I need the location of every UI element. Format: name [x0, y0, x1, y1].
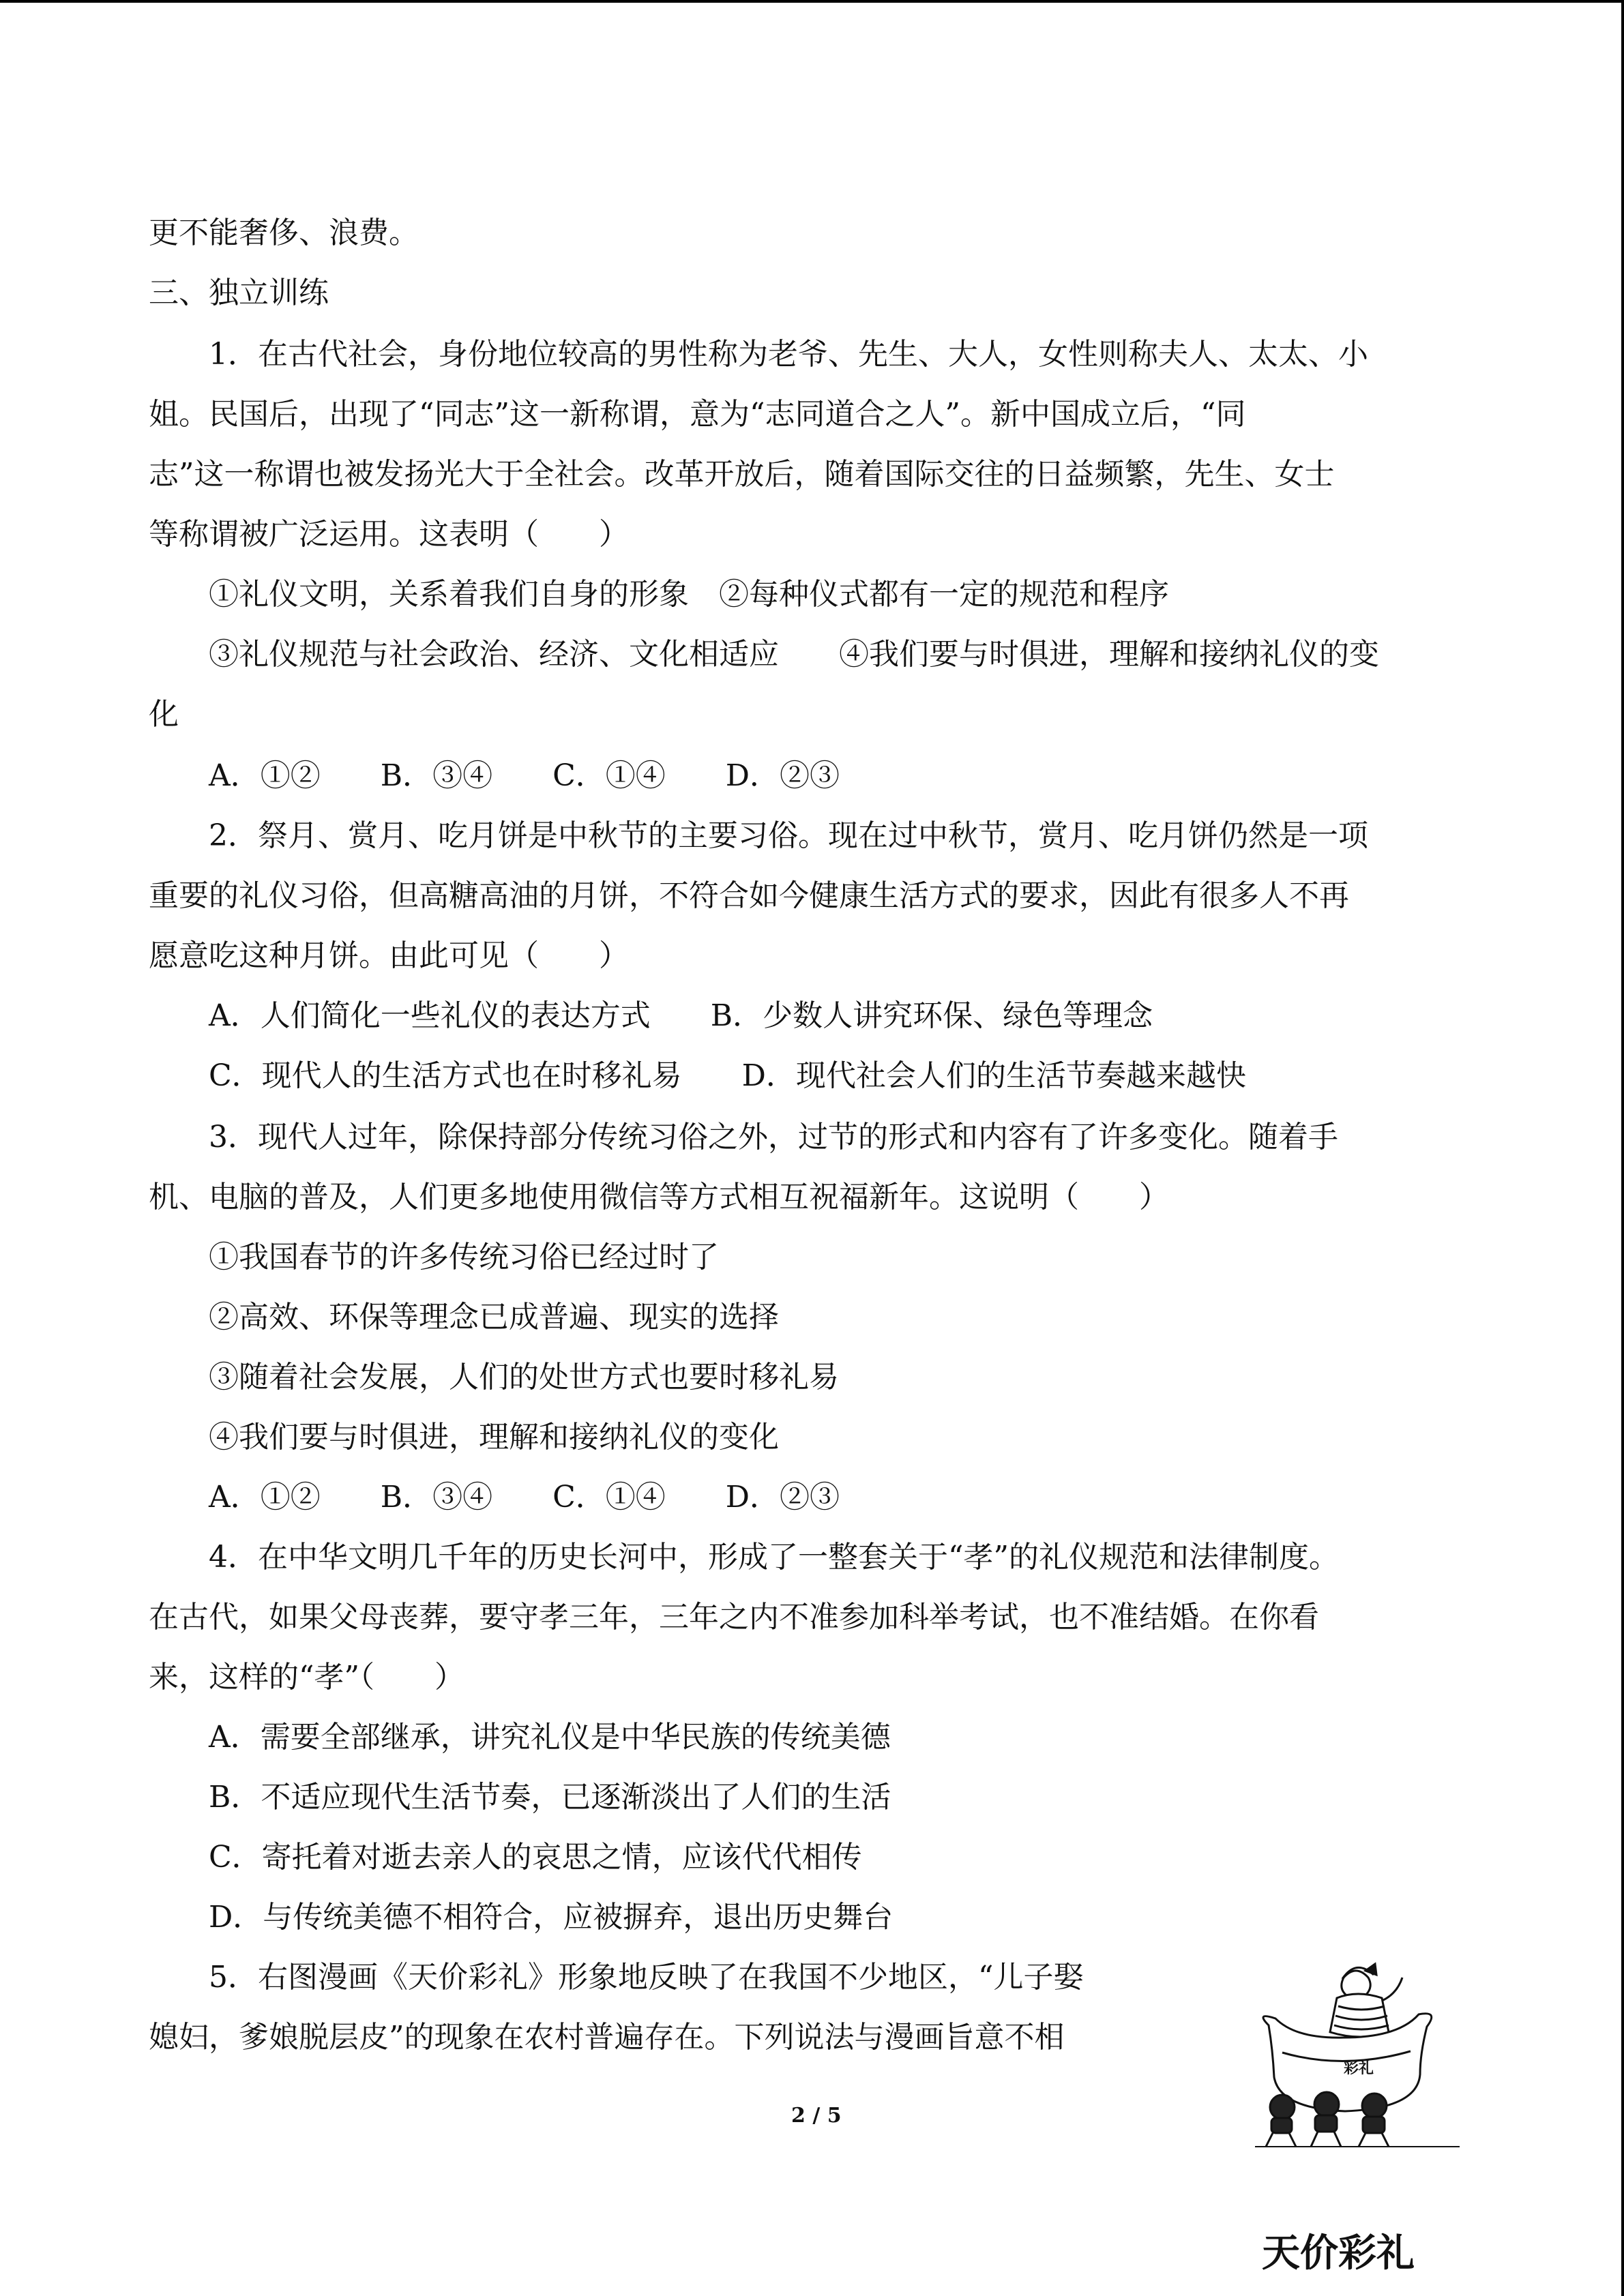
- question-4-option: C．寄托着对逝去亲人的哀思之情，应该代代相传: [209, 1840, 862, 1875]
- question-4-line: 4．在中华文明几千年的历史长河中，形成了一整套关于“孝”的礼仪规范和法律制度。: [209, 1540, 1339, 1575]
- question-1-line: 1．在古代社会，身份地位较高的男性称为老爷、先生、大人，女性则称夫人、太太、小: [209, 337, 1368, 372]
- cartoon-caption: 天价彩礼: [1262, 2231, 1415, 2276]
- question-1-option: ③礼仪规范与社会政治、经济、文化相适应 ④我们要与时俱进，理解和接纳礼仪的变: [209, 637, 1379, 672]
- question-4-line: 来，这样的“孝”（ ）: [149, 1660, 464, 1695]
- question-3-choices: A．①② B．③④ C．①④ D．②③: [209, 1480, 840, 1515]
- question-1-line: 志”这一称谓也被发扬光大于全社会。改革开放后，随着国际交往的日益频繁，先生、女士: [149, 457, 1335, 492]
- question-1-option: 化: [149, 697, 179, 732]
- question-2-line: 重要的礼仪习俗，但高糖高油的月饼，不符合如今健康生活方式的要求，因此有很多人不再: [149, 878, 1349, 913]
- text-line: 更不能奢侈、浪费。: [149, 215, 419, 250]
- question-2-choices: A．人们简化一些礼仪的表达方式 B．少数人讲究环保、绿色等理念: [209, 998, 1153, 1033]
- question-4-option: A．需要全部继承，讲究礼仪是中华民族的传统美德: [209, 1720, 891, 1755]
- question-2-line: 愿意吃这种月饼。由此可见（ ）: [149, 938, 629, 973]
- question-3-option: ③随着社会发展，人们的处世方式也要时移礼易: [209, 1360, 839, 1395]
- question-1-option: ①礼仪文明，关系着我们自身的形象 ②每种仪式都有一定的规范和程序: [209, 577, 1169, 612]
- question-4-option: B．不适应现代生活节奏，已逐渐淡出了人们的生活: [209, 1780, 891, 1815]
- question-3-option: ①我国春节的许多传统习俗已经过时了: [209, 1240, 719, 1274]
- question-3-option: ②高效、环保等理念已成普遍、现实的选择: [209, 1300, 779, 1335]
- question-1-line: 姐。民国后，出现了“同志”这一新称谓，意为“志同道合之人”。新中国成立后，“同: [149, 397, 1246, 432]
- cartoon-illustration: [1241, 1950, 1460, 2148]
- right-border: [1621, 0, 1624, 2296]
- question-2-choices: C．现代人的生活方式也在时移礼易 D．现代社会人们的生活节奏越来越快: [209, 1058, 1246, 1093]
- question-4-line: 在古代，如果父母丧葬，要守孝三年，三年之内不准参加科举考试，也不准结婚。在你看: [149, 1600, 1319, 1635]
- question-5-line: 媳妇，爹娘脱层皮”的现象在农村普遍存在。下列说法与漫画旨意不相: [149, 2020, 1065, 2055]
- cartoon-figure: [1330, 1964, 1402, 2037]
- question-1-line: 等称谓被广泛运用。这表明（ ）: [149, 517, 629, 552]
- question-2-line: 2．祭月、赏月、吃月饼是中秋节的主要习俗。现在过中秋节，赏月、吃月饼仍然是一项: [209, 818, 1368, 853]
- section-heading: 三、独立训练: [149, 275, 329, 310]
- question-3-line: 机、电脑的普及，人们更多地使用微信等方式相互祝福新年。这说明（ ）: [149, 1180, 1169, 1214]
- question-4-option: D．与传统美德不相符合，应被摒弃，退出历史舞台: [209, 1900, 894, 1935]
- page-number: 2 / 5: [791, 2104, 842, 2128]
- top-border: [0, 0, 1624, 3]
- question-3-option: ④我们要与时俱进，理解和接纳礼仪的变化: [209, 1420, 779, 1455]
- question-5-line: 5．右图漫画《天价彩礼》形象地反映了在我国不少地区，“儿子娶: [209, 1960, 1084, 1995]
- ingot-label: 彩礼: [1344, 2059, 1374, 2077]
- question-3-line: 3．现代人过年，除保持部分传统习俗之外，过节的形式和内容有了许多变化。随着手: [209, 1120, 1338, 1154]
- question-1-choices: A．①② B．③④ C．①④ D．②③: [209, 758, 840, 793]
